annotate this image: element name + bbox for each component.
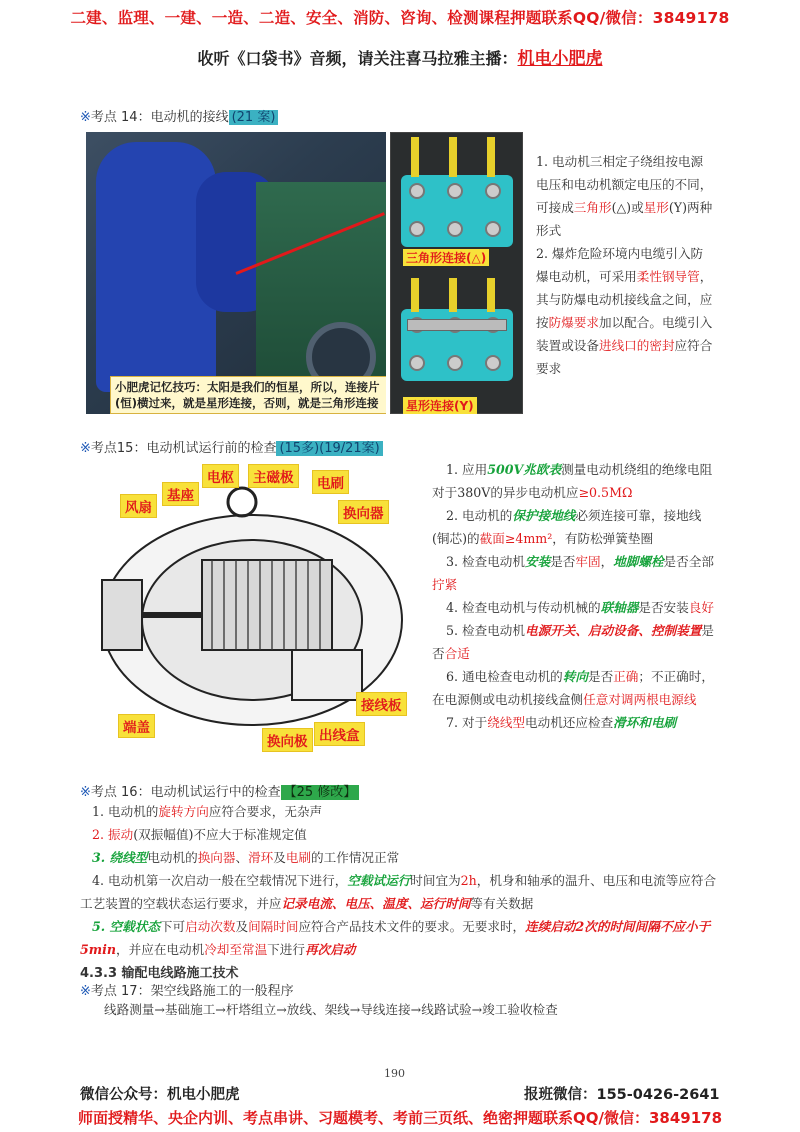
kp15-item-7: 7. 对于绕线型电动机还应检查滑环和电刷 bbox=[446, 715, 677, 730]
star-terminal-block bbox=[401, 309, 513, 381]
label-end-cover: 端盖 bbox=[118, 714, 155, 738]
kp15-item-6: 6. 通电检查电动机的转向是否正确；不正确时，在电源侧或电动机接线盒侧任意对调两根电源线 bbox=[432, 669, 714, 707]
wiring-photo bbox=[86, 132, 386, 414]
label-armature: 电枢 bbox=[202, 464, 239, 488]
kp14-para1: 1. 电动机三相定子绕组按电源电压和电动机额定电压的不同，可接成三角形(△)或星形(Y)两种形式 bbox=[536, 154, 713, 238]
kp16-line-2: 2. 振动(双振幅值)不应大于标准规定值 bbox=[92, 827, 307, 842]
kp14-title: 考点 14：电动机的接线 bbox=[90, 110, 229, 125]
star-icon: ※ bbox=[80, 110, 91, 125]
star-label: 星形连接(Y) bbox=[403, 397, 477, 414]
subtitle-prefix: 收听《口袋书》音频，请关注喜马拉雅主播： bbox=[197, 49, 518, 68]
star-icon: ※ bbox=[80, 984, 91, 999]
kp15-item-1: 1. 应用500V兆欧表测量电动机绕组的绝缘电阻对于380V的异步电动机应≥0.5MΩ bbox=[432, 462, 713, 500]
kp15-item-2: 2. 电动机的保护接地线必须连接可靠，接地线(铜芯)的截面≥4mm²，有防松弹簧垫圈 bbox=[432, 508, 702, 546]
construction-flow: 线路测量→基础施工→杆塔组立→放线、架线→导线连接→线路试验→竣工验收检查 bbox=[104, 1002, 558, 1017]
kp16-tag: 【25 修改】 bbox=[281, 785, 360, 800]
subtitle bbox=[0, 44, 800, 69]
signup-wechat: 报班微信：155-0426-2641 bbox=[524, 1087, 720, 1103]
label-outlet-box: 出线盒 bbox=[314, 722, 365, 746]
kp14-tag: (21 案) bbox=[229, 110, 279, 125]
label-terminal-board: 接线板 bbox=[356, 692, 407, 716]
triangle-label: 三角形连接(△) bbox=[403, 249, 489, 266]
wechat-account: 微信公众号：机电小肥虎 bbox=[80, 1087, 240, 1103]
kp17-title: 考点 17：架空线路施工的一般程序 bbox=[90, 984, 294, 999]
kp15-tag: (15多)(19/21案) bbox=[276, 441, 382, 456]
label-fan: 风扇 bbox=[120, 494, 157, 518]
bottom-banner: 师面授精华、央企内训、考点串讲、习题模考、考前三页纸、绝密押题联系QQ/微信：3849178 bbox=[77, 1109, 723, 1127]
memory-tip: 小肥虎记忆技巧：太阳是我们的恒星，所以，连接片(恒)横过来，就是星形连接，否则，就是三角形连接 bbox=[110, 376, 386, 414]
kp14-para2: 2. 爆炸危险环境内电缆引入防爆电动机，可采用柔性钢导管，其与防爆电动机接线盒之间，应按防爆要求加以配合。电缆引入装置或设备进线口的密封应符合要求 bbox=[536, 246, 713, 376]
motor-diagram bbox=[92, 460, 422, 750]
kp16-heading bbox=[80, 781, 359, 800]
kp15-item-3: 3. 检查电动机安装是否牢固，地脚螺栓是否全部拧紧 bbox=[432, 554, 714, 592]
triangle-terminal-block bbox=[401, 175, 513, 247]
page-number: 190 bbox=[384, 1067, 405, 1080]
label-commutating-pole: 换向极 bbox=[262, 728, 313, 752]
host-name: 机电小肥虎 bbox=[517, 49, 603, 69]
kp16-line-1: 1. 电动机的旋转方向应符合要求，无杂声 bbox=[92, 804, 323, 819]
kp17-heading bbox=[80, 980, 294, 999]
kp16-title: 考点 16：电动机试运行中的检查 bbox=[90, 785, 281, 800]
label-brush: 电刷 bbox=[312, 470, 349, 494]
kp15-items bbox=[432, 458, 714, 734]
kp15-title: 考点15：电动机试运行前的检查 bbox=[90, 441, 277, 456]
kp15-heading bbox=[80, 437, 383, 456]
kp16-line-3: 3. 绕线型电动机的换向器、滑环及电刷的工作情况正常 bbox=[92, 850, 400, 865]
terminal-photos bbox=[390, 132, 523, 414]
label-base: 基座 bbox=[162, 482, 199, 506]
kp15-item-5: 5. 检查电动机电源开关、启动设备、控制装置是否合适 bbox=[432, 623, 714, 661]
label-commutator: 换向器 bbox=[338, 500, 389, 524]
kp14-heading bbox=[80, 106, 278, 125]
section-heading: 4.3.3 输配电线路施工技术 bbox=[80, 966, 239, 981]
kp16-line-5: 5. 空载状态下可启动次数及间隔时间应符合产品技术文件的要求。无要求时，连续启动2次的时间间隔不应小于5min，并应在电动机冷却至常温下进行再次启动 bbox=[80, 919, 711, 957]
kp16-body bbox=[80, 800, 720, 961]
star-icon: ※ bbox=[80, 785, 91, 800]
star-icon: ※ bbox=[80, 441, 91, 456]
label-main-pole: 主磁极 bbox=[248, 464, 299, 488]
kp15-item-4: 4. 检查电动机与传动机械的联轴器是否安装良好 bbox=[446, 600, 714, 615]
top-banner: 二建、监理、一建、一造、二造、安全、消防、咨询、检测课程押题联系QQ/微信：3849178 bbox=[70, 9, 730, 27]
kp16-line-4: 4. 电动机第一次启动一般在空载情况下进行，空载试运行时间宜为2h，机身和轴承的温升、电压和电流等应符合工艺装置的空载状态运行要求，并应记录电流、电压、温度、运行时间等有关数据 bbox=[80, 873, 717, 911]
